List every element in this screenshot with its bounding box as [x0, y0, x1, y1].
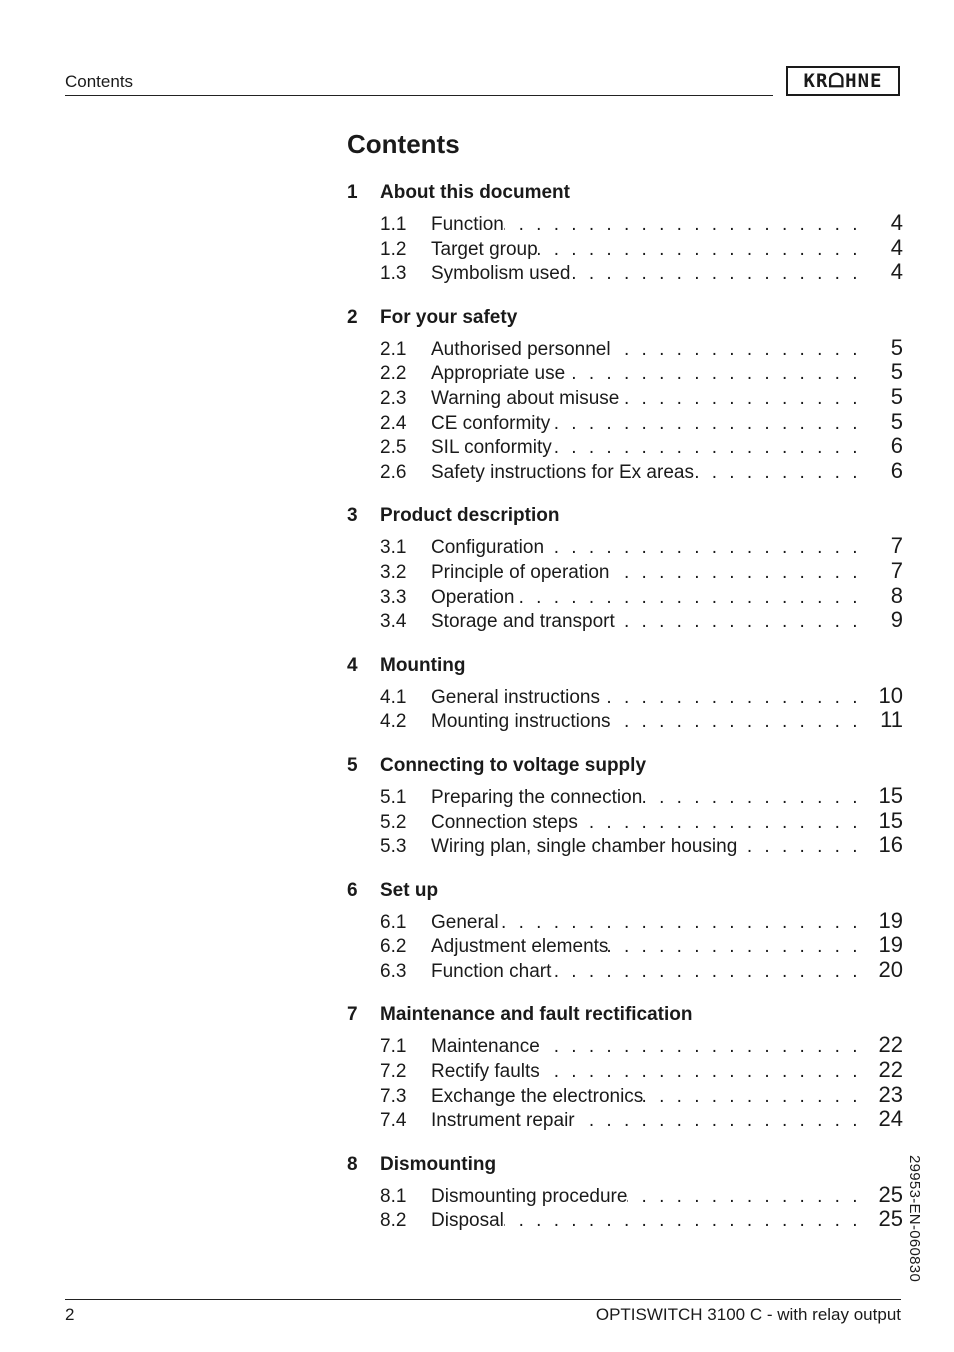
entry-page-number: 5 [890, 359, 903, 385]
chapter-title: Connecting to voltage supply [380, 754, 647, 776]
entry-title: Adjustment elements [431, 936, 609, 958]
dot-leader [570, 262, 861, 287]
document-code: 29953-EN-060830 [906, 1155, 923, 1283]
entry-number: 1.2 [380, 238, 407, 260]
dot-leader [610, 561, 862, 586]
entry-page-number: 11 [880, 707, 903, 733]
entry-title: Target group [431, 238, 538, 260]
toc-entry[interactable] [347, 784, 903, 809]
entry-page-number: 5 [890, 383, 903, 409]
entry-title: CE conformity [431, 412, 551, 434]
entry-number: 3.1 [380, 537, 407, 559]
entry-page-number: 7 [890, 533, 903, 559]
entry-page-number: 10 [878, 682, 903, 708]
entry-number: 7.1 [380, 1036, 407, 1058]
entry-page-number: 5 [890, 334, 903, 360]
entry-title: General [431, 911, 499, 933]
toc-entry[interactable] [347, 1207, 903, 1232]
entry-page-number: 4 [890, 234, 903, 260]
dot-leader [552, 436, 861, 461]
entry-number: 6.1 [380, 911, 407, 933]
toc-entry[interactable] [347, 211, 903, 236]
entry-title: Principle of operation [431, 561, 610, 583]
dot-leader [615, 610, 861, 635]
chapter-heading[interactable] [347, 305, 903, 331]
entry-title: Wiring plan, single chamber housing [431, 836, 738, 858]
entry-page-number: 24 [878, 1106, 903, 1132]
entry-number: 2.3 [380, 387, 407, 409]
chapter-title: Dismounting [380, 1153, 497, 1175]
table-of-contents [347, 180, 903, 1252]
toc-chapter [347, 503, 903, 632]
entry-number: 2.5 [380, 437, 407, 459]
entry-title: Storage and transport [431, 611, 615, 633]
toc-entry[interactable] [347, 809, 903, 834]
entry-title: Symbolism used [431, 263, 571, 285]
entry-number: 4.1 [380, 686, 407, 708]
toc-entry[interactable] [347, 459, 903, 484]
dot-leader [540, 1035, 861, 1060]
chapter-number: 6 [347, 879, 358, 901]
entry-title: Function chart [431, 960, 552, 982]
toc-entry[interactable] [347, 1083, 903, 1108]
entry-title: Function [431, 214, 504, 235]
entry-title: Instrument repair [431, 1110, 575, 1132]
dot-leader [551, 960, 861, 985]
entry-title: General instructions [431, 686, 600, 708]
chapter-heading[interactable] [347, 878, 903, 904]
entry-number: 2.1 [380, 338, 407, 360]
toc-entry[interactable] [347, 608, 903, 633]
dot-leader [575, 1109, 861, 1134]
dot-leader [737, 835, 861, 860]
dot-leader [694, 461, 861, 486]
dot-leader [643, 1085, 861, 1110]
dot-leader [550, 412, 861, 437]
entry-title: Dismounting procedure [431, 1185, 628, 1207]
dot-leader [504, 213, 861, 238]
entry-page-number: 23 [878, 1081, 903, 1107]
toc-entry[interactable] [347, 1107, 903, 1132]
entry-page-number: 4 [890, 259, 903, 285]
entry-title: Authorised personnel [431, 338, 611, 360]
page-number: 2 [65, 1305, 75, 1324]
entry-title: Configuration [431, 537, 545, 559]
entry-number: 7.4 [380, 1110, 407, 1132]
chapter-number: 8 [347, 1153, 358, 1175]
entry-number: 3.4 [380, 611, 407, 633]
chapter-heading[interactable] [347, 1152, 903, 1178]
chapter-title: For your safety [380, 306, 518, 328]
toc-entry[interactable] [347, 833, 903, 858]
toc-entry[interactable] [347, 434, 903, 459]
dot-leader [611, 338, 861, 363]
entry-page-number: 8 [890, 582, 903, 608]
entry-page-number: 25 [878, 1206, 903, 1232]
entry-title: Mounting instructions [431, 711, 611, 733]
entry-page-number: 15 [878, 807, 903, 833]
toc-entry[interactable] [347, 385, 903, 410]
entry-title: Preparing the connection [431, 786, 643, 808]
chapter-heading[interactable] [347, 180, 903, 206]
toc-chapter [347, 180, 903, 285]
entry-page-number: 19 [878, 907, 903, 933]
toc-entry[interactable] [347, 360, 903, 385]
logo-text: KRᗝHNE [803, 69, 883, 92]
entry-page-number: 20 [878, 956, 903, 982]
toc-entry[interactable] [347, 260, 903, 285]
entry-number: 2.2 [380, 363, 407, 385]
entry-title: Rectify faults [431, 1061, 540, 1083]
dot-leader [600, 686, 861, 711]
entry-title: SIL conformity [431, 437, 552, 459]
entry-title: Disposal [431, 1210, 504, 1232]
chapter-heading[interactable] [347, 753, 903, 779]
entry-title: Warning about misuse [431, 387, 620, 409]
entry-page-number: 6 [890, 457, 903, 483]
entry-page-number: 4 [890, 210, 903, 235]
entry-number: 7.3 [380, 1085, 407, 1107]
toc-entry[interactable] [347, 933, 903, 958]
chapter-number: 2 [347, 306, 358, 328]
chapter-title: Maintenance and fault rectification [380, 1004, 693, 1026]
dot-leader [611, 710, 861, 735]
entry-page-number: 19 [878, 932, 903, 958]
entry-title: Safety instructions for Ex areas [431, 461, 694, 483]
running-head: Contents [65, 72, 134, 91]
entry-page-number: 16 [878, 832, 903, 858]
dot-leader [619, 387, 861, 412]
dot-leader [499, 911, 861, 936]
dot-leader [544, 536, 861, 561]
entry-number: 8.2 [380, 1210, 407, 1232]
toc-entry[interactable] [347, 708, 903, 733]
toc-chapter [347, 305, 903, 484]
dot-leader [565, 362, 861, 387]
entry-page-number: 22 [878, 1057, 903, 1083]
chapter-number: 5 [347, 754, 358, 776]
entry-title: Connection steps [431, 811, 578, 833]
entry-title: Appropriate use [431, 363, 566, 385]
toc-entry[interactable] [347, 958, 903, 983]
page-title: Contents [347, 129, 460, 159]
entry-number: 3.2 [380, 561, 407, 583]
entry-number: 6.2 [380, 936, 407, 958]
entry-number: 6.3 [380, 960, 407, 982]
product-name: OPTISWITCH 3100 C - with relay output [595, 1305, 901, 1324]
entry-number: 7.2 [380, 1061, 407, 1083]
toc-chapter [347, 1152, 903, 1232]
entry-page-number: 22 [878, 1032, 903, 1058]
entry-number: 5.3 [380, 836, 407, 858]
dot-leader [540, 1060, 861, 1085]
dot-leader [514, 586, 861, 611]
toc-entry[interactable] [347, 684, 903, 709]
chapter-title: About this document [380, 182, 570, 203]
toc-chapter [347, 653, 903, 733]
chapter-number: 7 [347, 1004, 358, 1026]
toc-entry[interactable] [347, 1033, 903, 1058]
toc-entry[interactable] [347, 909, 903, 934]
entry-page-number: 6 [890, 433, 903, 459]
entry-number: 8.1 [380, 1185, 407, 1207]
dot-leader [578, 811, 861, 836]
chapter-heading[interactable] [347, 1002, 903, 1028]
chapter-heading[interactable] [347, 653, 903, 679]
toc-entry[interactable] [347, 336, 903, 361]
footer-rule [65, 1299, 901, 1300]
chapter-title: Mounting [380, 654, 466, 676]
entry-page-number: 7 [890, 557, 903, 583]
dot-leader [642, 786, 861, 811]
entry-number: 1.1 [380, 214, 407, 235]
toc-entry[interactable] [347, 410, 903, 435]
dot-leader [608, 935, 861, 960]
toc-entry[interactable] [347, 236, 903, 261]
toc-chapter [347, 878, 903, 983]
dot-leader [538, 238, 861, 263]
entry-title: Maintenance [431, 1036, 540, 1058]
chapter-title: Product description [380, 505, 560, 527]
entry-title: Exchange the electronics [431, 1085, 644, 1107]
entry-number: 2.4 [380, 412, 407, 434]
chapter-number: 4 [347, 654, 358, 676]
toc-entry[interactable] [347, 584, 903, 609]
entry-number: 2.6 [380, 461, 407, 483]
chapter-number: 3 [347, 505, 358, 527]
chapter-title: Set up [380, 879, 439, 901]
dot-leader [504, 1209, 861, 1234]
toc-chapter [347, 753, 903, 858]
entry-page-number: 15 [878, 782, 903, 808]
toc-chapter [347, 1002, 903, 1131]
toc-entry[interactable] [347, 534, 903, 559]
chapter-heading[interactable] [347, 503, 903, 529]
toc-entry[interactable] [347, 1183, 903, 1208]
entry-page-number: 25 [878, 1181, 903, 1207]
entry-title: Operation [431, 586, 515, 608]
toc-entry[interactable] [347, 559, 903, 584]
entry-number: 3.3 [380, 586, 407, 608]
header-rule [65, 95, 773, 96]
krohne-logo [786, 66, 900, 96]
entry-number: 5.2 [380, 811, 407, 833]
entry-number: 4.2 [380, 711, 407, 733]
toc-entry[interactable] [347, 1058, 903, 1083]
entry-page-number: 9 [890, 607, 903, 633]
chapter-number: 1 [347, 182, 358, 203]
entry-number: 1.3 [380, 263, 407, 285]
entry-page-number: 5 [890, 408, 903, 434]
entry-number: 5.1 [380, 786, 407, 808]
dot-leader [627, 1185, 861, 1210]
